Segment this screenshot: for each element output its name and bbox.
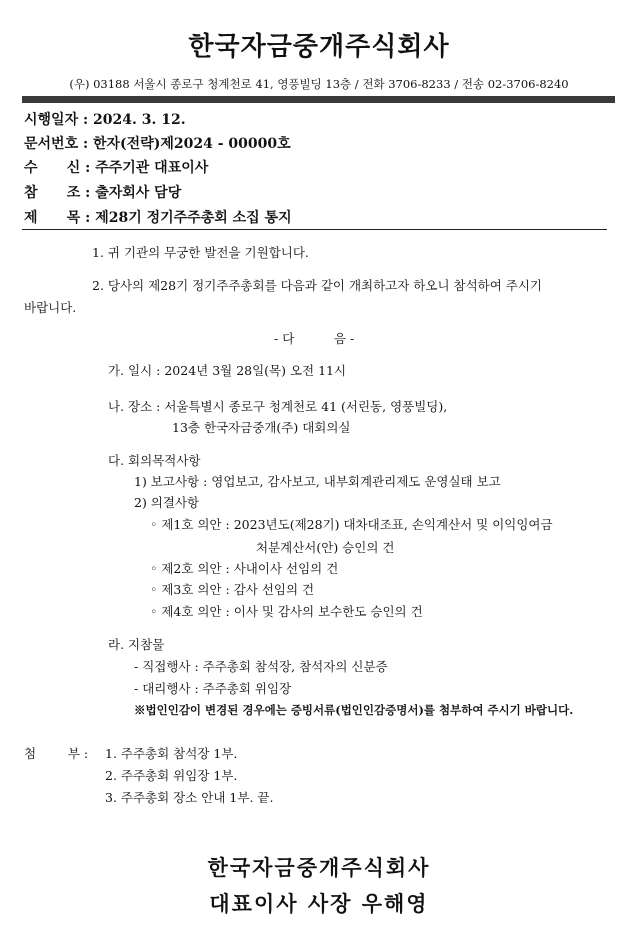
attachment-2: 2. 주주총회 위임장 1부. [105, 768, 238, 783]
agenda-item-1-line-1: ◦ 제1호 의안 : 2023년도(제28기) 대차대조표, 손익계산서 및 이익잉여금 [150, 517, 553, 532]
agenda-item-4: ◦ 제4호 의안 : 이사 및 감사의 보수한도 승인의 건 [150, 604, 423, 619]
subject-field: 제 목 : 제28기 정기주주총회 소집 통지 [24, 210, 292, 226]
recipient-field: 수 신 : 주주기관 대표이사 [24, 160, 209, 176]
paragraph-1: 1. 귀 기관의 무궁한 발전을 기원합니다. [92, 245, 309, 260]
signature-company: 한국자금중개주식회사 [207, 855, 431, 880]
header-divider [22, 96, 615, 103]
company-title: 한국자금중개주식회사 [188, 32, 450, 62]
item-ga-datetime: 가. 일시 : 2024년 3월 28일(목) 오전 11시 [108, 363, 347, 378]
subject-divider [22, 229, 607, 230]
paragraph-2-line-2: 바랍니다. [24, 300, 77, 315]
date-field: 시행일자 : 2024. 3. 12. [24, 112, 186, 128]
signature-ceo: 대표이사 사장 우해영 [209, 891, 429, 916]
company-address: (우) 03188 서울시 종로구 청계천로 41, 영풍빌딩 13층 / 전화 3706-8233 / 전송 02-3706-8240 [69, 77, 569, 91]
doc-number-field: 문서번호 : 한자(전략)제2024 - 00000호 [24, 136, 291, 152]
item-ra-bring: 라. 지참물 [108, 637, 165, 652]
seal-change-note: ※법인인감이 변경된 경우에는 증빙서류(법인인감증명서)를 첨부하여 주시기 바랍니다. [134, 703, 574, 717]
attachments-label: 첨 부 : [24, 746, 89, 761]
agenda-item-3: ◦ 제3호 의안 : 감사 선임의 건 [150, 582, 315, 597]
attachment-3: 3. 주주총회 장소 안내 1부. 끝. [105, 790, 274, 805]
item-na-place-line-2: 13층 한국자금중개(주) 대회의실 [172, 420, 351, 435]
agenda-report-items: 1) 보고사항 : 영업보고, 감사보고, 내부회계관리제도 운영실태 보고 [134, 474, 501, 489]
da-eum-heading: - 다 음 - [274, 331, 355, 346]
agenda-resolution-heading: 2) 의결사항 [134, 495, 200, 510]
item-na-place-line-1: 나. 장소 : 서울특별시 종로구 청계천로 41 (서린동, 영풍빌딩), [108, 399, 448, 414]
attachment-1: 1. 주주총회 참석장 1부. [105, 746, 238, 761]
agenda-item-1-line-2: 처분계산서(안) 승인의 건 [256, 540, 395, 555]
bring-direct: - 직접행사 : 주주총회 참석장, 참석자의 신분증 [134, 659, 388, 674]
reference-field: 참 조 : 출자회사 담당 [24, 185, 182, 201]
item-da-agenda: 다. 회의목적사항 [108, 453, 201, 468]
paragraph-2-line-1: 2. 당사의 제28기 정기주주총회를 다음과 같이 개최하고자 하오니 참석하여 주시기 [92, 278, 542, 293]
bring-proxy: - 대리행사 : 주주총회 위임장 [134, 681, 292, 696]
agenda-item-2: ◦ 제2호 의안 : 사내이사 선임의 건 [150, 561, 339, 576]
